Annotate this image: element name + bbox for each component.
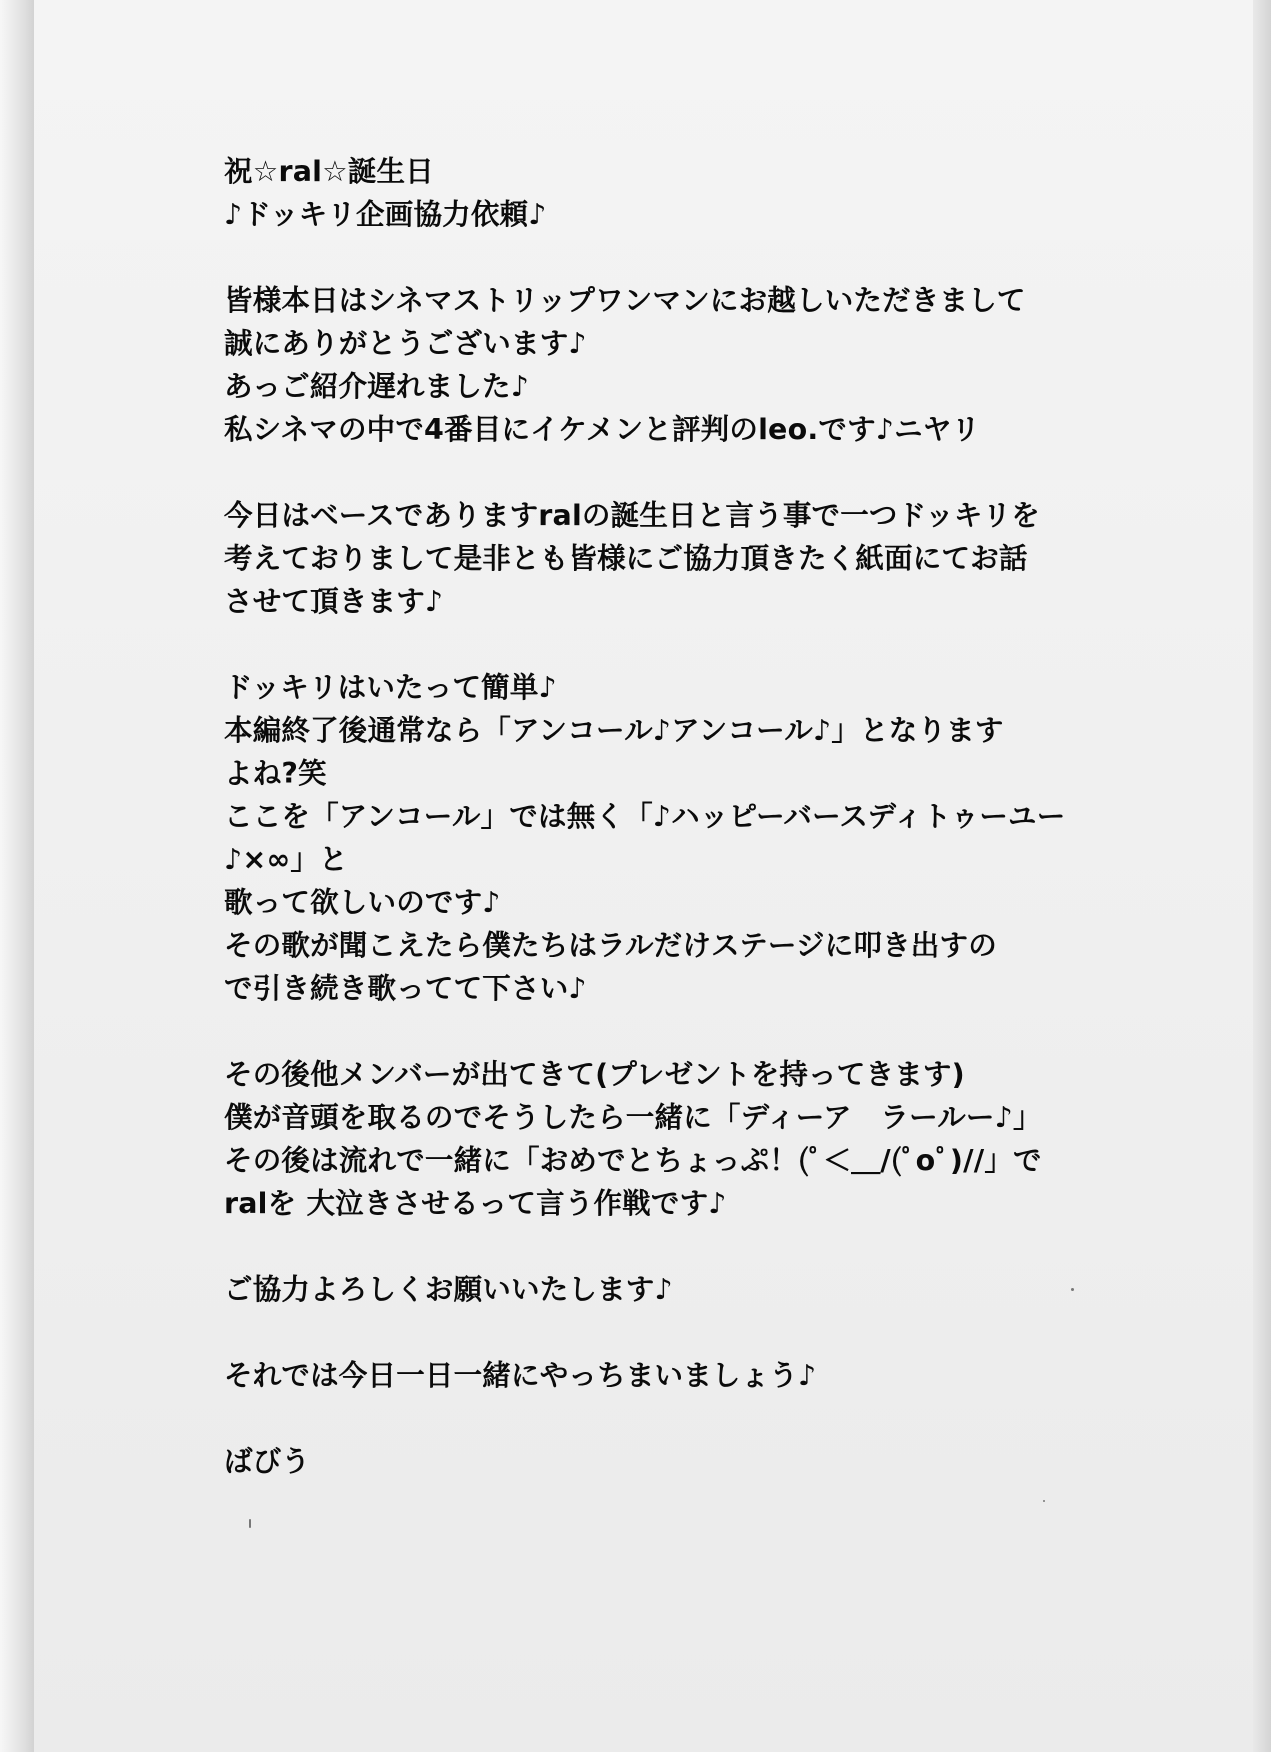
paragraph-gap	[224, 1397, 1124, 1440]
paragraph-line: 皆様本日はシネマストリップワンマンにお越しいただきまして	[224, 284, 1026, 317]
paragraph-gap	[224, 236, 1124, 279]
paragraph-gap	[224, 1010, 1124, 1053]
paragraph-line: ♪×∞」と	[224, 843, 348, 876]
paragraph-line: その後他メンバーが出てきて(プレゼントを持ってきます)	[224, 1058, 965, 1091]
paragraph-line: ここを「アンコール」では無く「♪ハッピーバースディトゥーユー	[224, 800, 1066, 833]
paragraph-line: 誠にありがとうございます♪	[224, 327, 587, 360]
scan-dust-speck	[1043, 1500, 1045, 1502]
paragraph-gap	[224, 451, 1124, 494]
paragraph-line: 私シネマの中で4番目にイケメンと評判のleo.です♪ニヤリ	[224, 413, 981, 446]
scan-dust-speck	[249, 1519, 251, 1528]
paragraph-line: その歌が聞こえたら僕たちはラルだけステージに叩き出すの	[224, 929, 997, 962]
page-left-edge-shadow	[0, 0, 34, 1752]
page-right-edge-shadow	[1253, 0, 1271, 1752]
letter-subtitle: ♪ドッキリ企画協力依頼♪	[224, 198, 547, 231]
paragraph-line: させて頂きます♪	[224, 585, 444, 618]
closing-cheer: それでは今日一日一緒にやっちまいましょう♪	[224, 1359, 817, 1392]
closing-request: ご協力よろしくお願いいたします♪	[224, 1273, 673, 1306]
paragraph-line: ralを 大泣きさせるって言う作戦です♪	[224, 1187, 727, 1220]
paragraph-gap	[224, 1225, 1124, 1268]
paragraph-line: その後は流れで一緒に「おめでとちょっぷ！(ﾟ＜＿/(ﾟoﾟ)//」で	[224, 1144, 1042, 1177]
paragraph-line: 今日はベースでありますralの誕生日と言う事で一つドッキリを	[224, 499, 1040, 532]
letter-title: 祝☆ral☆誕生日	[224, 155, 434, 188]
paragraph-gap	[224, 623, 1124, 666]
paragraph-line: あっご紹介遅れました♪	[224, 370, 530, 403]
paragraph-gap	[224, 1311, 1124, 1354]
paragraph-line: 歌って欲しいのです♪	[224, 886, 501, 919]
paragraph-line: よね?笑	[224, 757, 327, 790]
signature: ばびう	[224, 1445, 311, 1478]
paragraph-line: 本編終了後通常なら「アンコール♪アンコール♪」となります	[224, 714, 1004, 747]
paragraph-line: 考えておりまして是非とも皆様にご協力頂きたく紙面にてお話	[224, 542, 1028, 575]
paragraph-line: で引き続き歌ってて下さい♪	[224, 972, 587, 1005]
letter-body	[224, 150, 1124, 1483]
paragraph-line: 僕が音頭を取るのでそうしたら一緒に「ディーア ラールー♪」	[224, 1101, 1042, 1134]
paragraph-line: ドッキリはいたって簡単♪	[224, 671, 557, 704]
scan-dust-speck	[1071, 1288, 1074, 1291]
